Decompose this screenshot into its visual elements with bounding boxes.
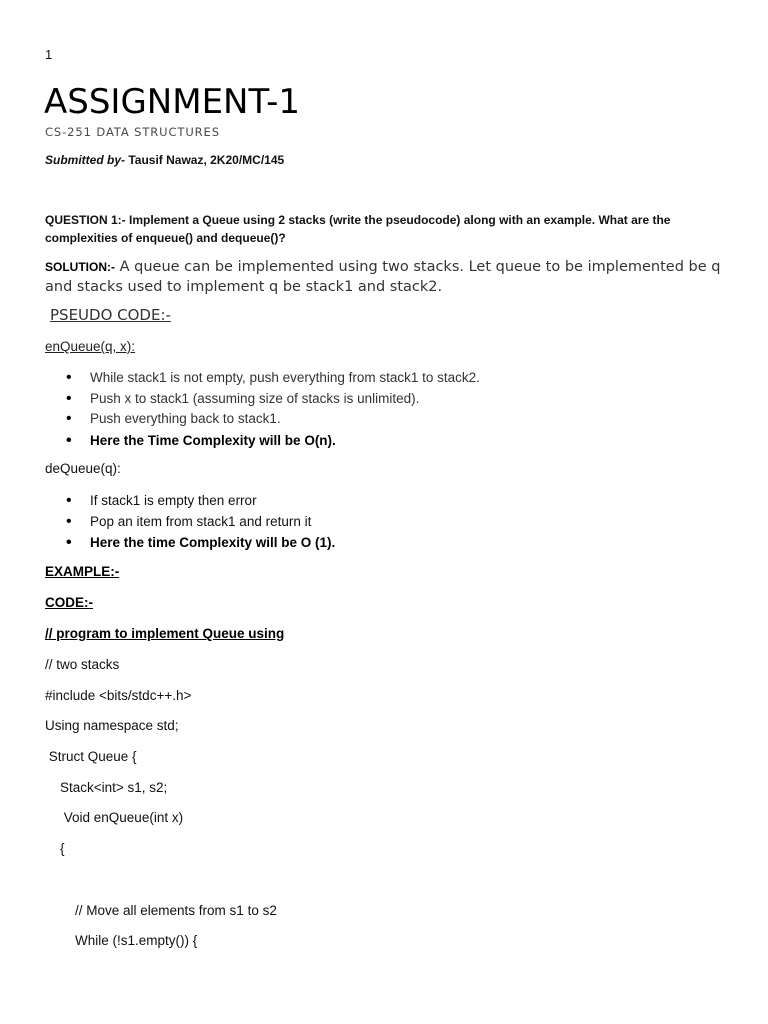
code-line: { [45, 841, 65, 856]
submitted-by [45, 153, 284, 167]
page-number: 1 [45, 47, 53, 62]
solution-text: A queue can be implemented using two stacks. Let queue to be implemented be q and stacks used to implement q be stack1 and stack2. [45, 259, 721, 295]
submitted-by-value: Tausif Nawaz, 2K20/MC/145 [125, 153, 285, 167]
code-line: While (!s1.empty()) { [45, 933, 198, 948]
list-item: • Here the time Complexity will be O (1). [90, 532, 335, 554]
code-line: Void enQueue(int x) [45, 810, 184, 825]
code-line: // two stacks [45, 657, 120, 672]
dequeue-label: deQueue(q): [45, 461, 121, 476]
document-title: ASSIGNMENT-1 [44, 82, 301, 122]
list-item: • While stack1 is not empty, push everything from stack1 to stack2. [90, 368, 480, 389]
list-item: • If stack1 is empty then error [90, 491, 335, 512]
code-line: // Move all elements from s1 to s2 [45, 903, 277, 918]
list-item: • Here the Time Complexity will be O(n). [90, 430, 480, 452]
solution-label: SOLUTION:- [45, 260, 115, 274]
dequeue-steps [90, 491, 335, 554]
list-item: • Push everything back to stack1. [90, 409, 480, 430]
code-heading: CODE:- [45, 595, 93, 610]
code-line: #include <bits/stdc++.h> [45, 688, 192, 703]
code-line: Struct Queue { [45, 749, 137, 764]
code-comment-heading: // program to implement Queue using [45, 626, 285, 641]
list-item: • Pop an item from stack1 and return it [90, 512, 335, 533]
solution-paragraph [45, 257, 725, 297]
pseudo-code-heading: PSEUDO CODE:- [50, 306, 171, 324]
document-subtitle: CS-251 DATA STRUCTURES [45, 125, 220, 139]
submitted-by-label: Submitted by- [45, 153, 125, 167]
question-text: QUESTION 1:- Implement a Queue using 2 stacks (write the pseudocode) along with an example. What are the complexities of enqueue() and dequeue()? [45, 213, 671, 245]
code-line: Stack<int> s1, s2; [45, 780, 168, 795]
enqueue-label: enQueue(q, x): [45, 339, 136, 354]
list-item: • Push x to stack1 (assuming size of stacks is unlimited). [90, 389, 480, 410]
enqueue-steps [90, 368, 480, 452]
code-line: Using namespace std; [45, 718, 179, 733]
example-heading: EXAMPLE:- [45, 564, 120, 579]
